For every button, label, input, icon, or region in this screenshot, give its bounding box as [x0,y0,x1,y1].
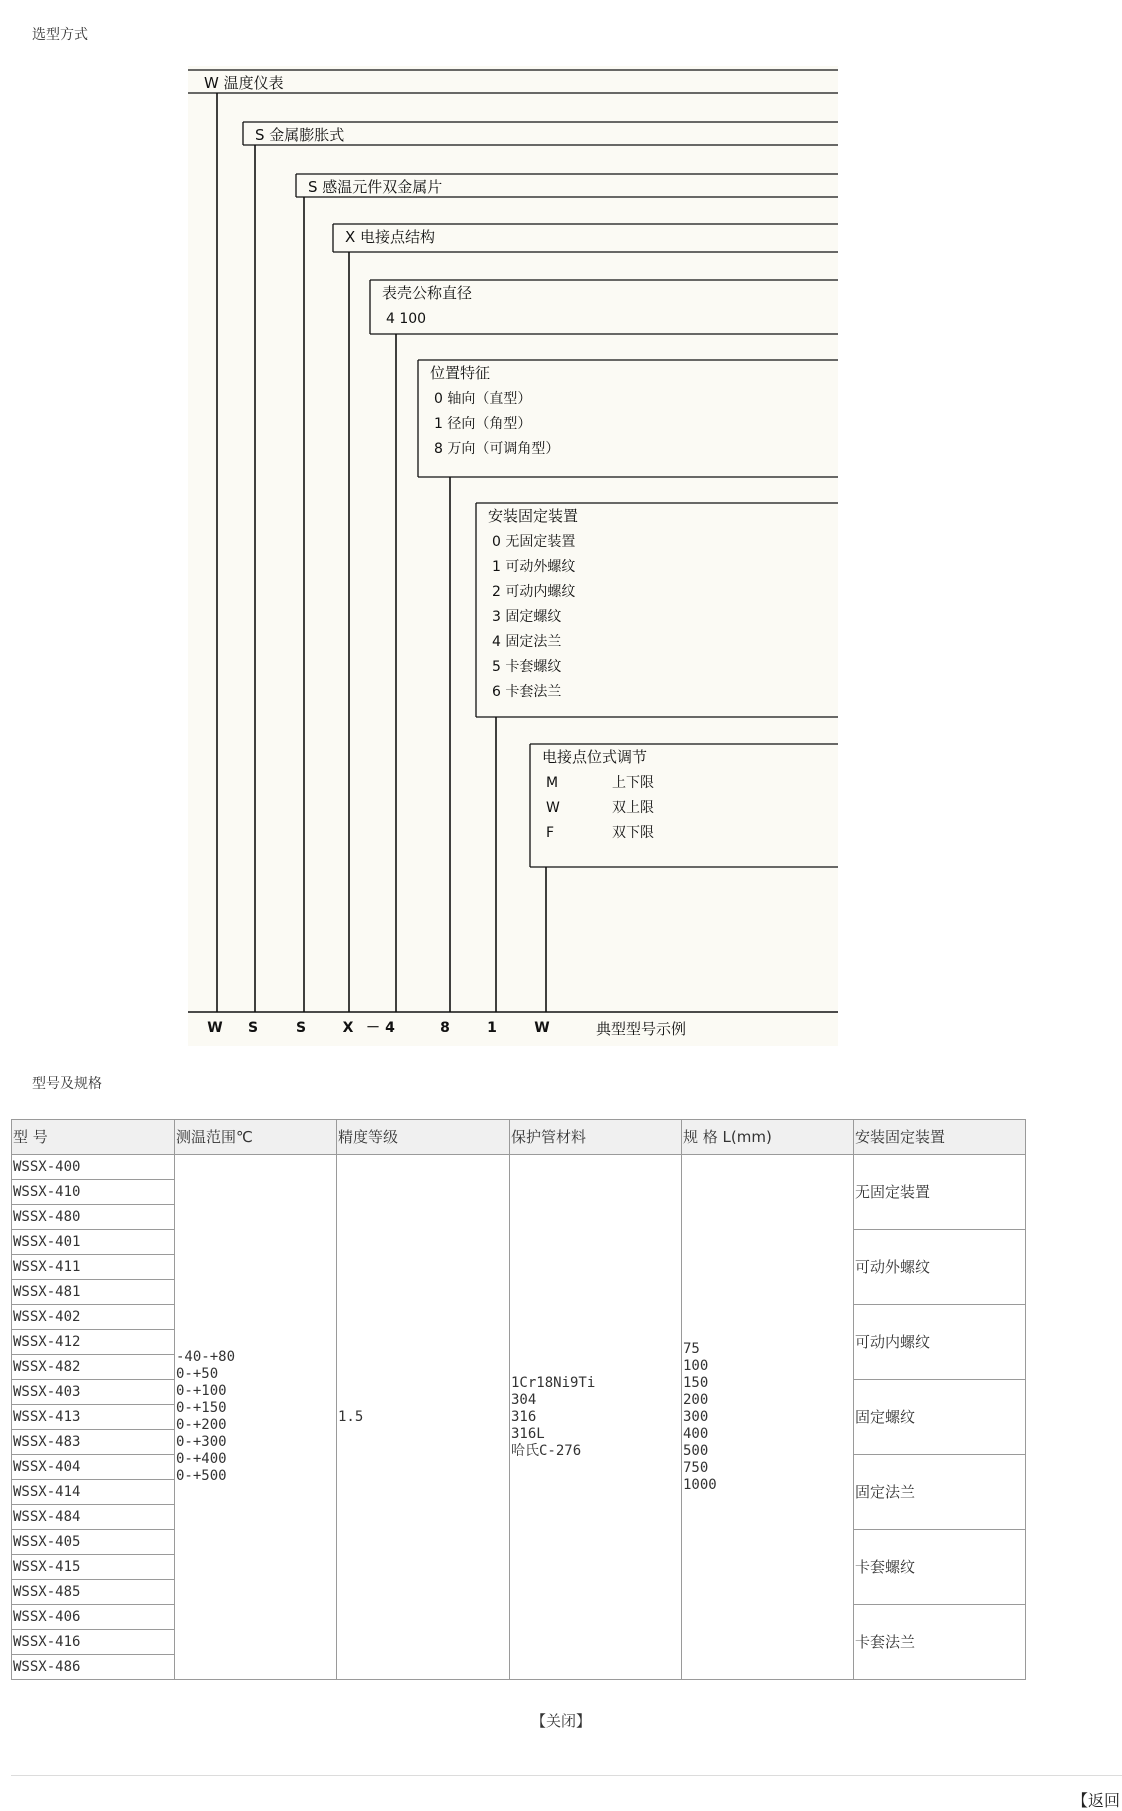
header-accuracy: 精度等级 [337,1120,510,1155]
table-row [12,1155,1026,1180]
model-cell: WSSX-485 [12,1580,175,1605]
range-cell [175,1155,337,1680]
diagram-option: 2 可动内螺纹 [492,584,576,600]
mounting-cell: 卡套螺纹 [854,1530,1026,1605]
diagram-option: 1 径向（角型） [434,416,532,432]
header-length: 规 格 L(mm) [682,1120,854,1155]
model-cell: WSSX-406 [12,1605,175,1630]
range-cell-value: 0-+100 [176,1383,227,1399]
selection-method-title: 选型方式 [32,27,88,43]
diagram-level-title: 安装固定装置 [488,507,579,525]
example-code-char: X [342,1020,354,1036]
model-cell: WSSX-405 [12,1530,175,1555]
range-cell-value: 0-+500 [176,1468,227,1484]
model-code-diagram-svg [188,66,838,1046]
model-cell: WSSX-411 [12,1255,175,1280]
example-code-char: 1 [487,1020,497,1036]
length-cell-value: 150 [683,1374,709,1391]
example-code-char: 4 [385,1020,395,1036]
model-cell: WSSX-400 [12,1155,175,1180]
material-cell-value: 316 [511,1408,537,1425]
diagram-level-title: 位置特征 [430,364,491,382]
header-range: 测温范围℃ [175,1120,337,1155]
material-cell-value: 304 [511,1391,537,1408]
diagram-level-title: 表壳公称直径 [382,284,473,302]
diagram-level-title: S 金属膨胀式 [255,126,345,144]
mounting-cell: 固定螺纹 [854,1380,1026,1455]
diagram-option: 4 固定法兰 [492,634,562,650]
material-cell-value: 1Cr18Ni9Ti [511,1374,596,1391]
length-cell [682,1155,854,1680]
mounting-cell: 可动内螺纹 [854,1305,1026,1380]
header-model: 型 号 [12,1120,175,1155]
model-cell: WSSX-404 [12,1455,175,1480]
diagram-option: 8 万向（可调角型） [434,441,560,457]
example-code-char: － [366,1020,380,1036]
range-cell-value: 0-+400 [176,1451,227,1467]
diagram-level-title: S 感温元件双金属片 [308,178,443,196]
length-cell-value: 1000 [683,1476,717,1493]
mounting-cell: 卡套法兰 [854,1605,1026,1680]
model-cell: WSSX-482 [12,1355,175,1380]
length-cell-value: 500 [683,1442,709,1459]
diagram-option-desc: 上下限 [612,775,654,791]
diagram-option: 0 轴向（直型） [434,391,532,407]
model-cell: WSSX-415 [12,1555,175,1580]
example-code-char: 8 [440,1020,450,1036]
length-cell-value: 300 [683,1408,709,1425]
model-cell: WSSX-484 [12,1505,175,1530]
length-cell-value: 400 [683,1425,709,1442]
length-cell-value: 200 [683,1391,709,1408]
range-cell-value: -40-+80 [176,1349,236,1365]
header-material: 保护管材料 [510,1120,682,1155]
model-cell: WSSX-412 [12,1330,175,1355]
diagram-option: 4 100 [386,311,427,327]
header-mounting: 安装固定装置 [854,1120,1026,1155]
range-cell-value: 0-+150 [176,1400,227,1416]
range-cell-value: 0-+50 [176,1366,219,1382]
diagram-option: 6 卡套法兰 [492,684,562,700]
diagram-option-code: W [546,800,560,816]
diagram-option-desc: 双上限 [612,800,654,816]
example-code-char: W [534,1020,550,1036]
model-cell: WSSX-401 [12,1230,175,1255]
diagram-option-code: M [546,775,559,791]
length-cell-value: 750 [683,1459,709,1476]
close-link[interactable]: 【关闭】 [530,1712,591,1730]
table-header-row [12,1120,1026,1155]
length-cell-value: 100 [683,1357,709,1374]
diagram-option-code: F [546,825,555,841]
model-cell: WSSX-402 [12,1305,175,1330]
diagram-option: 1 可动外螺纹 [492,559,576,575]
diagram-level-title: X 电接点结构 [345,228,436,246]
bottom-divider [11,1775,1122,1776]
diagram-option: 0 无固定装置 [492,534,576,550]
diagram-option-desc: 双下限 [612,825,654,841]
model-spec-title: 型号及规格 [32,1076,102,1092]
model-code-diagram [188,66,838,1046]
model-cell: WSSX-481 [12,1280,175,1305]
model-cell: WSSX-403 [12,1380,175,1405]
model-cell: WSSX-416 [12,1630,175,1655]
example-label: 典型型号示例 [596,1020,687,1038]
model-cell: WSSX-483 [12,1430,175,1455]
model-cell: WSSX-486 [12,1655,175,1680]
example-code-char: S [295,1020,307,1036]
diagram-option: 5 卡套螺纹 [492,659,562,675]
diagram-level-title: W 温度仪表 [204,74,284,92]
model-cell: WSSX-413 [12,1405,175,1430]
mounting-cell: 可动外螺纹 [854,1230,1026,1305]
material-cell-value: 316L [511,1425,545,1442]
range-cell-value: 0-+200 [176,1417,227,1433]
material-cell-value: 哈氏C-276 [511,1442,582,1459]
mounting-cell: 固定法兰 [854,1455,1026,1530]
diagram-option: 3 固定螺纹 [492,609,562,625]
model-cell: WSSX-410 [12,1180,175,1205]
material-cell [510,1155,682,1680]
spec-table [11,1119,1026,1680]
diagram-level-title: 电接点位式调节 [542,748,648,766]
length-cell-value: 75 [683,1340,700,1357]
mounting-cell: 无固定装置 [854,1155,1026,1230]
example-code-char: S [247,1020,259,1036]
example-code-char: W [207,1020,223,1036]
model-cell: WSSX-480 [12,1205,175,1230]
accuracy-cell: 1.5 [337,1155,510,1680]
back-to-top-link[interactable]: 【返回 [1072,1791,1121,1810]
model-cell: WSSX-414 [12,1480,175,1505]
range-cell-value: 0-+300 [176,1434,227,1450]
